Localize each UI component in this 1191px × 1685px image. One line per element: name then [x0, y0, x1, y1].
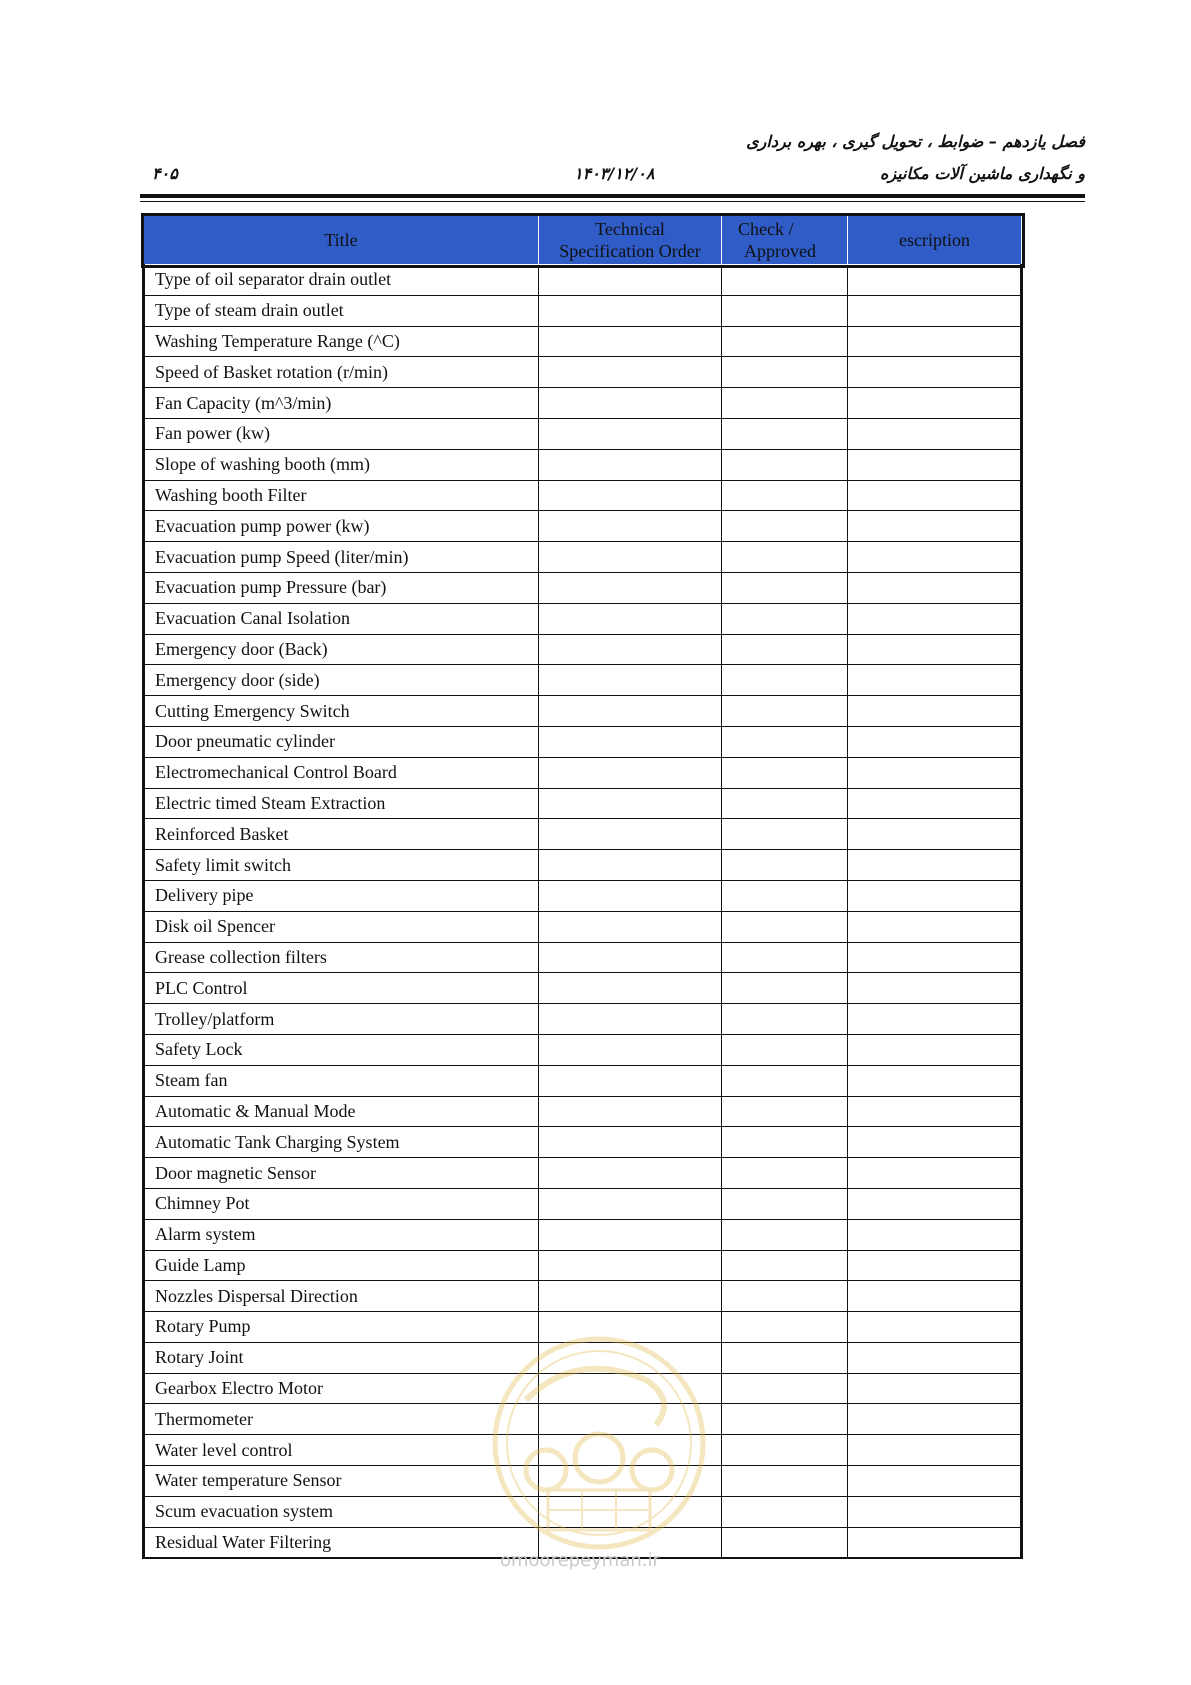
technical-spec-cell[interactable] [539, 418, 722, 449]
chapter-title-line2: و نگهداری ماشین آلات مکانیزه [879, 164, 1085, 183]
table-row [144, 665, 1022, 696]
technical-spec-cell[interactable] [539, 1034, 722, 1065]
check-approved-cell[interactable] [722, 388, 848, 419]
description-cell[interactable] [848, 603, 1022, 634]
technical-spec-cell[interactable] [539, 1250, 722, 1281]
technical-spec-cell[interactable] [539, 449, 722, 480]
row-title: Type of oil separator drain outlet [144, 265, 539, 296]
description-cell[interactable] [848, 388, 1022, 419]
row-title: Fan Capacity (m^3/min) [144, 388, 539, 419]
check-approved-cell[interactable] [722, 1188, 848, 1219]
table-row [144, 911, 1022, 942]
technical-spec-cell[interactable] [539, 942, 722, 973]
check-approved-cell[interactable] [722, 1219, 848, 1250]
row-title: PLC Control [144, 973, 539, 1004]
description-cell[interactable] [848, 880, 1022, 911]
check-approved-cell[interactable] [722, 1250, 848, 1281]
check-approved-cell[interactable] [722, 572, 848, 603]
table-row [144, 1127, 1022, 1158]
check-approved-cell[interactable] [722, 1034, 848, 1065]
table-row [144, 480, 1022, 511]
check-approved-cell[interactable] [722, 757, 848, 788]
technical-spec-cell[interactable] [539, 634, 722, 665]
description-cell[interactable] [848, 1527, 1022, 1558]
row-title: Delivery pipe [144, 880, 539, 911]
row-title: Speed of Basket rotation (r/min) [144, 357, 539, 388]
technical-spec-cell[interactable] [539, 572, 722, 603]
check-approved-cell[interactable] [722, 880, 848, 911]
table-header-row [144, 216, 1022, 265]
technical-spec-cell[interactable] [539, 696, 722, 727]
technical-spec-cell[interactable] [539, 326, 722, 357]
technical-spec-cell[interactable] [539, 603, 722, 634]
description-cell[interactable] [848, 911, 1022, 942]
technical-spec-cell[interactable] [539, 819, 722, 850]
technical-spec-cell[interactable] [539, 1158, 722, 1189]
row-title: Scum evacuation system [144, 1496, 539, 1527]
table-row [144, 1158, 1022, 1189]
description-cell[interactable] [848, 1404, 1022, 1435]
row-title: Evacuation Canal Isolation [144, 603, 539, 634]
description-cell[interactable] [848, 1435, 1022, 1466]
description-cell[interactable] [848, 819, 1022, 850]
description-cell[interactable] [848, 726, 1022, 757]
check-approved-cell[interactable] [722, 819, 848, 850]
description-cell[interactable] [848, 1158, 1022, 1189]
table-row [144, 295, 1022, 326]
check-approved-cell[interactable] [722, 973, 848, 1004]
table-row [144, 880, 1022, 911]
row-title: Automatic Tank Charging System [144, 1127, 539, 1158]
table-body [144, 265, 1022, 1559]
check-approved-cell[interactable] [722, 1404, 848, 1435]
description-cell[interactable] [848, 634, 1022, 665]
technical-spec-cell[interactable] [539, 1065, 722, 1096]
description-cell[interactable] [848, 973, 1022, 1004]
table-row [144, 388, 1022, 419]
check-approved-cell[interactable] [722, 634, 848, 665]
technical-spec-cell[interactable] [539, 911, 722, 942]
technical-spec-cell[interactable] [539, 388, 722, 419]
check-approved-cell[interactable] [722, 788, 848, 819]
check-approved-cell[interactable] [722, 357, 848, 388]
technical-spec-cell[interactable] [539, 480, 722, 511]
table-row [144, 634, 1022, 665]
row-title: Trolley/platform [144, 1004, 539, 1035]
check-approved-cell[interactable] [722, 1127, 848, 1158]
description-cell[interactable] [848, 757, 1022, 788]
technical-spec-cell[interactable] [539, 357, 722, 388]
row-title: Guide Lamp [144, 1250, 539, 1281]
column-header-technical-spec [539, 216, 722, 265]
table-row [144, 1219, 1022, 1250]
specification-table [142, 215, 1023, 1559]
row-title: Disk oil Spencer [144, 911, 539, 942]
watermark-url: omoorepeyman.ir [500, 1550, 660, 1571]
description-cell[interactable] [848, 295, 1022, 326]
description-cell[interactable] [848, 1496, 1022, 1527]
technical-spec-cell[interactable] [539, 1373, 722, 1404]
technical-spec-cell[interactable] [539, 757, 722, 788]
check-approved-cell[interactable] [722, 1096, 848, 1127]
row-title: Emergency door (Back) [144, 634, 539, 665]
row-title: Slope of washing booth (mm) [144, 449, 539, 480]
table-row [144, 726, 1022, 757]
row-title: Thermometer [144, 1404, 539, 1435]
row-title: Door pneumatic cylinder [144, 726, 539, 757]
check-approved-cell[interactable] [722, 1496, 848, 1527]
check-approved-cell[interactable] [722, 1373, 848, 1404]
check-approved-cell[interactable] [722, 942, 848, 973]
table-row [144, 1466, 1022, 1497]
check-approved-cell[interactable] [722, 265, 848, 296]
row-title: Washing booth Filter [144, 480, 539, 511]
check-approved-cell[interactable] [722, 665, 848, 696]
technical-spec-cell[interactable] [539, 542, 722, 573]
table-row [144, 1281, 1022, 1312]
description-cell[interactable] [848, 1065, 1022, 1096]
check-approved-cell[interactable] [722, 326, 848, 357]
check-approved-cell[interactable] [722, 911, 848, 942]
technical-spec-cell[interactable] [539, 1219, 722, 1250]
row-title: Automatic & Manual Mode [144, 1096, 539, 1127]
description-cell[interactable] [848, 942, 1022, 973]
check-approved-cell[interactable] [722, 418, 848, 449]
description-cell[interactable] [848, 1342, 1022, 1373]
technical-spec-cell[interactable] [539, 295, 722, 326]
row-title: Residual Water Filtering [144, 1527, 539, 1558]
table-row [144, 788, 1022, 819]
header-rule-thin [140, 201, 1085, 202]
technical-spec-cell[interactable] [539, 1435, 722, 1466]
column-header-title: Title [144, 216, 539, 265]
table-row [144, 265, 1022, 296]
description-cell[interactable] [848, 1373, 1022, 1404]
technical-spec-cell[interactable] [539, 788, 722, 819]
description-cell[interactable] [848, 1188, 1022, 1219]
technical-spec-cell[interactable] [539, 726, 722, 757]
column-header-check-approved [722, 216, 848, 265]
row-title: Fan power (kw) [144, 418, 539, 449]
description-cell[interactable] [848, 357, 1022, 388]
table-row [144, 696, 1022, 727]
technical-spec-cell[interactable] [539, 1127, 722, 1158]
description-cell[interactable] [848, 326, 1022, 357]
row-title: Water level control [144, 1435, 539, 1466]
description-cell[interactable] [848, 1004, 1022, 1035]
description-cell[interactable] [848, 1096, 1022, 1127]
technical-spec-cell[interactable] [539, 1188, 722, 1219]
table-row [144, 1250, 1022, 1281]
check-approved-cell[interactable] [722, 542, 848, 573]
technical-spec-cell[interactable] [539, 1281, 722, 1312]
row-title: Steam fan [144, 1065, 539, 1096]
row-title: Evacuation pump Speed (liter/min) [144, 542, 539, 573]
check-approved-cell[interactable] [722, 1158, 848, 1189]
row-title: Gearbox Electro Motor [144, 1373, 539, 1404]
table-row [144, 850, 1022, 881]
column-header-technical-spec-line1: Technical [595, 219, 665, 239]
technical-spec-cell[interactable] [539, 1496, 722, 1527]
description-cell[interactable] [848, 265, 1022, 296]
row-title: Nozzles Dispersal Direction [144, 1281, 539, 1312]
row-title: Alarm system [144, 1219, 539, 1250]
table-row [144, 603, 1022, 634]
table-row [144, 819, 1022, 850]
table-row [144, 572, 1022, 603]
column-header-check-line1: Check / [738, 219, 794, 239]
technical-spec-cell[interactable] [539, 1404, 722, 1435]
row-title: Reinforced Basket [144, 819, 539, 850]
description-cell[interactable] [848, 1219, 1022, 1250]
description-cell[interactable] [848, 1127, 1022, 1158]
row-title: Evacuation pump power (kw) [144, 511, 539, 542]
table-row [144, 973, 1022, 1004]
row-title: Safety Lock [144, 1034, 539, 1065]
check-approved-cell[interactable] [722, 1312, 848, 1343]
table-row [144, 1004, 1022, 1035]
check-approved-cell[interactable] [722, 726, 848, 757]
check-approved-cell[interactable] [722, 1527, 848, 1558]
row-title: Electric timed Steam Extraction [144, 788, 539, 819]
page-number: ۴۰۵ [152, 164, 178, 183]
check-approved-cell[interactable] [722, 295, 848, 326]
technical-spec-cell[interactable] [539, 665, 722, 696]
row-title: Type of steam drain outlet [144, 295, 539, 326]
table-row [144, 1435, 1022, 1466]
description-cell[interactable] [848, 1281, 1022, 1312]
row-title: Evacuation pump Pressure (bar) [144, 572, 539, 603]
table-row [144, 1188, 1022, 1219]
description-cell[interactable] [848, 418, 1022, 449]
row-title: Cutting Emergency Switch [144, 696, 539, 727]
description-cell[interactable] [848, 511, 1022, 542]
description-cell[interactable] [848, 1466, 1022, 1497]
description-cell[interactable] [848, 480, 1022, 511]
technical-spec-cell[interactable] [539, 265, 722, 296]
check-approved-cell[interactable] [722, 1281, 848, 1312]
check-approved-cell[interactable] [722, 696, 848, 727]
description-cell[interactable] [848, 542, 1022, 573]
description-cell[interactable] [848, 572, 1022, 603]
description-cell[interactable] [848, 1034, 1022, 1065]
table-row [144, 1312, 1022, 1343]
table-row [144, 757, 1022, 788]
check-approved-cell[interactable] [722, 1342, 848, 1373]
header-rule-thick [140, 194, 1085, 198]
technical-spec-cell[interactable] [539, 1096, 722, 1127]
table-row [144, 357, 1022, 388]
description-cell[interactable] [848, 788, 1022, 819]
check-approved-cell[interactable] [722, 449, 848, 480]
check-approved-cell[interactable] [722, 1435, 848, 1466]
table-row [144, 1404, 1022, 1435]
table-row [144, 449, 1022, 480]
row-title: Water temperature Sensor [144, 1466, 539, 1497]
table-row [144, 1096, 1022, 1127]
table-row [144, 511, 1022, 542]
row-title: Emergency door (side) [144, 665, 539, 696]
table-row [144, 542, 1022, 573]
row-title: Safety limit switch [144, 850, 539, 881]
check-approved-cell[interactable] [722, 1004, 848, 1035]
row-title: Rotary Joint [144, 1342, 539, 1373]
description-cell[interactable] [848, 850, 1022, 881]
table-row [144, 326, 1022, 357]
technical-spec-cell[interactable] [539, 850, 722, 881]
column-header-technical-spec-line2: Specification Order [559, 241, 701, 261]
row-title: Door magnetic Sensor [144, 1158, 539, 1189]
description-cell[interactable] [848, 1250, 1022, 1281]
technical-spec-cell[interactable] [539, 1342, 722, 1373]
description-cell[interactable] [848, 1312, 1022, 1343]
description-cell[interactable] [848, 665, 1022, 696]
technical-spec-cell[interactable] [539, 511, 722, 542]
row-title: Rotary Pump [144, 1312, 539, 1343]
row-title: Washing Temperature Range (^C) [144, 326, 539, 357]
table-row [144, 1065, 1022, 1096]
table-row [144, 418, 1022, 449]
description-cell[interactable] [848, 449, 1022, 480]
check-approved-cell[interactable] [722, 1065, 848, 1096]
column-header-check-line2: Approved [744, 241, 816, 261]
table-row [144, 942, 1022, 973]
check-approved-cell[interactable] [722, 1466, 848, 1497]
table-row [144, 1373, 1022, 1404]
technical-spec-cell[interactable] [539, 1004, 722, 1035]
row-title: Grease collection filters [144, 942, 539, 973]
check-approved-cell[interactable] [722, 480, 848, 511]
table-row [144, 1496, 1022, 1527]
technical-spec-cell[interactable] [539, 1466, 722, 1497]
row-title: Electromechanical Control Board [144, 757, 539, 788]
table-row [144, 1034, 1022, 1065]
header-date: ۱۴۰۳/۱۲/۰۸ [574, 164, 655, 183]
chapter-title-line1: فصل یازدهم – ضوابط ، تحویل گیری ، بهره برداری [746, 132, 1085, 151]
table-row [144, 1342, 1022, 1373]
technical-spec-cell[interactable] [539, 1312, 722, 1343]
check-approved-cell[interactable] [722, 850, 848, 881]
row-title: Chimney Pot [144, 1188, 539, 1219]
column-header-description: escription [848, 216, 1022, 265]
check-approved-cell[interactable] [722, 511, 848, 542]
check-approved-cell[interactable] [722, 603, 848, 634]
technical-spec-cell[interactable] [539, 880, 722, 911]
description-cell[interactable] [848, 696, 1022, 727]
technical-spec-cell[interactable] [539, 973, 722, 1004]
